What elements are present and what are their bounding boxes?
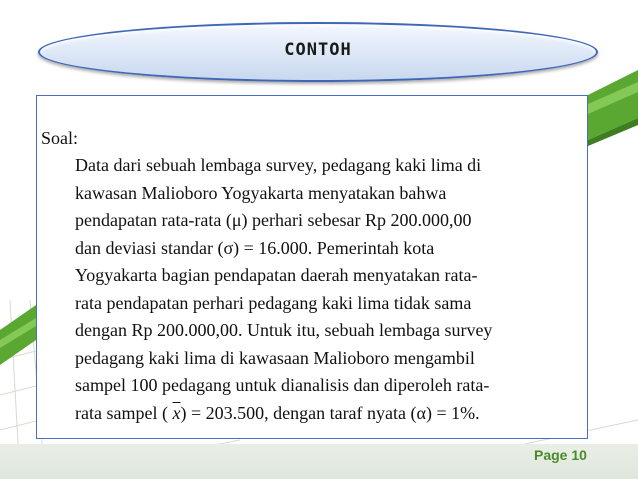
paragraph-line: kawasan Malioboro Yogyakarta menyatakan bahwa [75, 182, 447, 203]
last-line-suffix: ) = 203.500, dengan taraf nyata (α) = 1%. [180, 402, 480, 423]
paragraph-line: pendapatan rata-rata (μ) perhari sebesar Rp 200.000,00 [75, 210, 472, 230]
paragraph-line: dan deviasi standar (σ) = 16.000. Pemerintah kota [75, 237, 435, 258]
title-banner [38, 22, 598, 82]
paragraph-line: pedagang kaki lima di kawasaan Malioboro mengambil [75, 347, 475, 368]
paragraph-line: sampel 100 pedagang untuk dianalisis dan diperoleh rata- [75, 375, 490, 395]
paragraph-line: Data dari sebuah lembaga survey, pedagang kaki lima di [75, 155, 482, 175]
slide-title: CONTOH [284, 40, 352, 60]
x-bar-symbol: $\overline{x}$ [172, 402, 181, 423]
paragraph-line: dengan Rp 200.000,00. Untuk itu, sebuah lembaga survey [75, 320, 493, 340]
last-line-prefix: rata sampel ( [75, 402, 173, 423]
problem-paragraph [75, 152, 575, 427]
paragraph-line-last [75, 400, 575, 428]
soal-label: Soal: [41, 128, 79, 148]
content-box [36, 95, 588, 439]
page-number: Page 10 [534, 447, 587, 463]
paragraph-line: rata pendapatan perhari pedagang kaki lima tidak sama [75, 292, 472, 313]
paragraph-line: Yogyakarta bagian pendapatan daerah menyatakan rata- [75, 265, 478, 285]
